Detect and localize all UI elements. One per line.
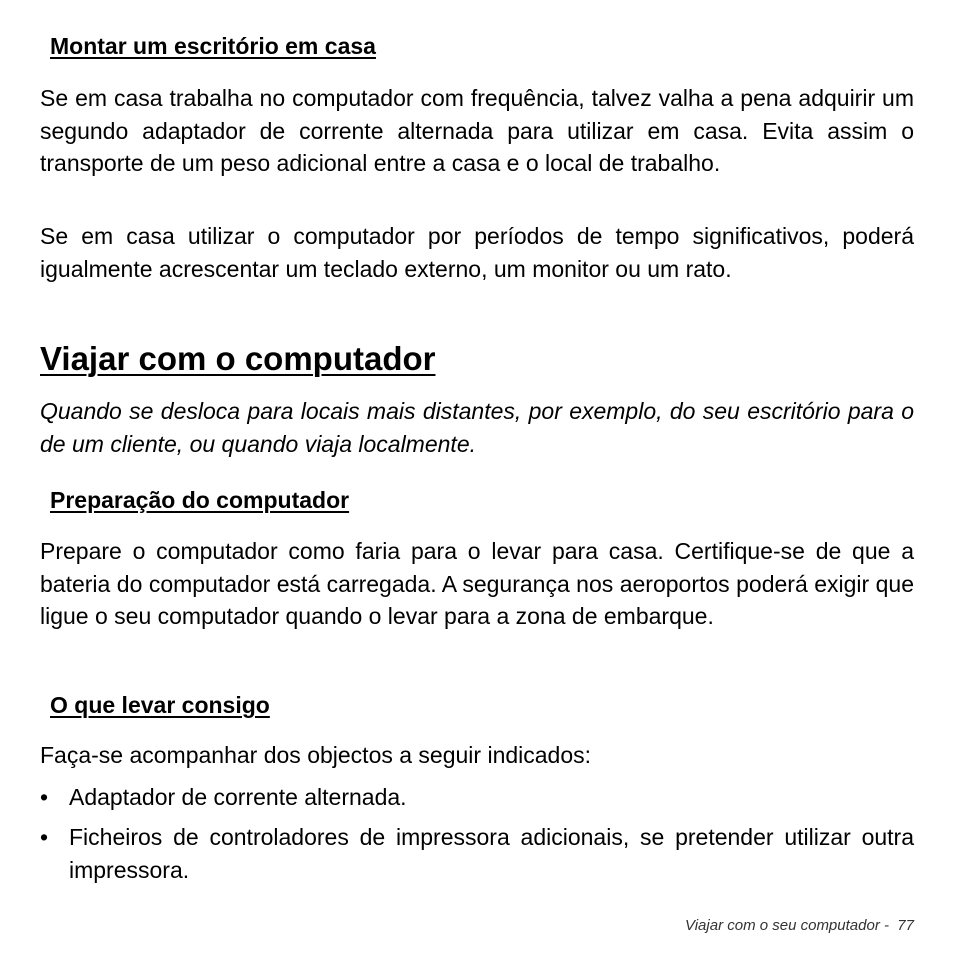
bullet-icon: • bbox=[40, 784, 49, 810]
page-footer: Viajar com o seu computador - 77 bbox=[684, 917, 914, 934]
travel-intro: Quando se desloca para locais mais distantes, por exemplo, do seu escritório para o de um cliente, ou quando viaja localmente. bbox=[40, 398, 914, 457]
what-to-bring-intro: Faça-se acompanhar dos objectos a seguir indicados: bbox=[40, 742, 592, 768]
travel-heading: Viajar com o computador bbox=[40, 340, 436, 377]
list-item bbox=[40, 821, 914, 886]
list-item-text: Ficheiros de controladores de impressora adicionais, se pretender utilizar outra impressora. bbox=[69, 824, 914, 883]
list-item-text: Adaptador de corrente alternada. bbox=[69, 784, 407, 810]
home-office-paragraph-1: Se em casa trabalha no computador com frequência, talvez valha a pena adquirir um segundo adaptador de corrente alternada para utilizar em casa. Evita assim o transporte de um peso adicional entre a casa e o local de trabalho. bbox=[40, 85, 914, 176]
preparation-heading: Preparação do computador bbox=[50, 487, 350, 513]
home-office-paragraph-2: Se em casa utilizar o computador por períodos de tempo significativos, poderá igualmente acrescentar um teclado externo, um monitor ou um rato. bbox=[40, 223, 914, 282]
preparation-paragraph: Prepare o computador como faria para o levar para casa. Certifique-se de que a bateria do computador está carregada. A segurança nos aeroportos poderá exigir que ligue o seu computador quando o levar para a zona de embarque. bbox=[40, 538, 914, 629]
what-to-bring-heading: O que levar consigo bbox=[50, 692, 270, 718]
home-office-heading: Montar um escritório em casa bbox=[50, 33, 376, 59]
list-item bbox=[40, 781, 914, 814]
bullet-icon: • bbox=[40, 824, 49, 850]
